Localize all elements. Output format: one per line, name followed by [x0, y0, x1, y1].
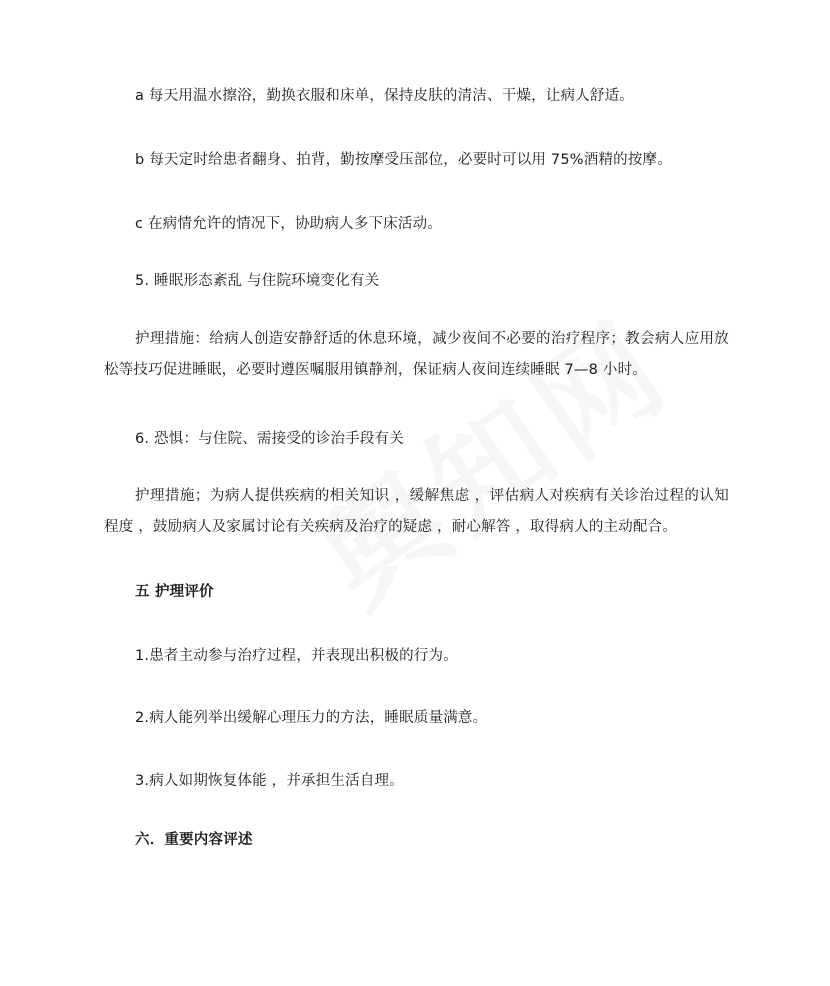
nursing-measure-6: 护理措施；为病人提供疾病的相关知识 ，缓解焦虑 ，评估病人对疾病有关诊治过程的认知程度 ，鼓励病人及家属讨论有关疾病及治疗的疑虑 ，耐心解答 ，取得病人的主动配合。 [104, 488, 729, 535]
evaluation-item-2: 2.病人能列举出缓解心理压力的方法，睡眠质量满意。 [135, 710, 488, 726]
section-heading-key-content: 六．重要内容评述 [135, 832, 253, 848]
evaluation-item-1: 1.患者主动参与治疗过程，并表现出积极的行为。 [135, 648, 458, 664]
diagnosis-5: 5. 睡眠形态紊乱 与住院环境变化有关 [135, 273, 380, 289]
list-item-a: a 每天用温水擦浴，勤换衣服和床单，保持皮肤的清洁、干燥，让病人舒适。 [135, 88, 634, 104]
evaluation-item-3: 3.病人如期恢复体能 ，并承担生活自理。 [135, 773, 404, 789]
section-heading-evaluation: 五 护理评价 [135, 584, 214, 600]
nursing-measure-5: 护理措施：给病人创造安静舒适的休息环境，减少夜间不必要的治疗程序；教会病人应用放松等技巧促进睡眠，必要时遵医嘱服用镇静剂，保证病人夜间连续睡眠 7—8 小时。 [104, 331, 729, 378]
diagnosis-6: 6. 恐惧：与住院、需接受的诊治手段有关 [135, 431, 404, 447]
list-item-c: c 在病情允许的情况下，协助病人多下床活动。 [135, 216, 442, 232]
list-item-b: b 每天定时给患者翻身、拍背，勤按摩受压部位，必要时可以用 75%酒精的按摩。 [135, 152, 672, 168]
